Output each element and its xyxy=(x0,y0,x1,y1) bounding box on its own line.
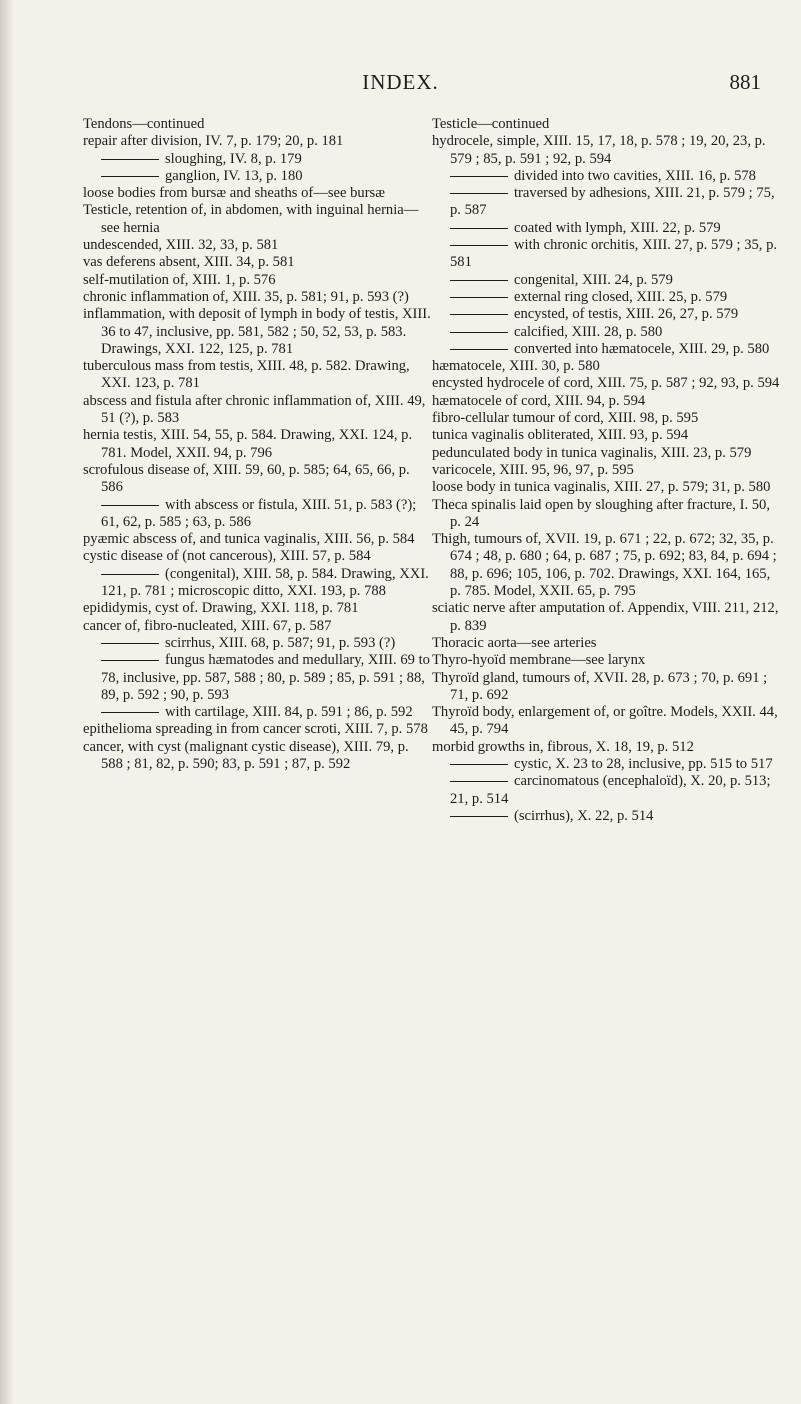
ditto-dash xyxy=(101,712,159,713)
entry-text: ganglion, IV. 13, p. 180 xyxy=(165,167,303,184)
ditto-dash xyxy=(450,280,508,281)
page-number: 881 xyxy=(729,70,761,94)
index-column-left xyxy=(83,116,433,773)
entry-text: calcified, XIII. 28, p. 580 xyxy=(514,323,663,340)
entry-text: pyæmic abscess of, and tunica vaginalis, XIII. 56, p. 584 xyxy=(83,531,415,548)
entry-text: encysted, of testis, XIII. 26, 27, p. 579 xyxy=(514,306,739,323)
index-entry xyxy=(83,202,433,237)
entry-text: fibro-cellular tumour of cord, XIII. 98, p. 595 xyxy=(432,410,699,427)
ditto-dash xyxy=(450,297,508,298)
ditto-dash xyxy=(450,228,508,229)
index-entry xyxy=(432,600,782,635)
entry-text: Thoracic aorta—see arteries xyxy=(432,634,597,651)
index-entry xyxy=(83,600,433,617)
entry-text: abscess and fistula after chronic inflammation of, XIII. 49, 51 (?), p. 583 xyxy=(83,392,426,427)
index-entry xyxy=(83,531,433,548)
index-subentry xyxy=(432,756,782,773)
running-title: INDEX. xyxy=(362,70,439,94)
index-entry xyxy=(83,721,433,738)
ditto-dash xyxy=(101,505,159,506)
index-entry xyxy=(432,635,782,652)
index-entry xyxy=(432,479,782,496)
index-entry xyxy=(83,618,433,635)
ditto-dash xyxy=(101,574,159,575)
index-entry xyxy=(432,133,782,168)
entry-text: with chronic orchitis, XIII. 27, p. 579 ; 35, p. 581 xyxy=(450,237,778,271)
ditto-dash xyxy=(450,816,508,817)
entry-text: self-mutilation of, XIII. 1, p. 576 xyxy=(83,271,276,288)
index-subentry xyxy=(83,497,433,532)
entry-text: Thyroïd body, enlargement of, or goître. Models, XXII. 44, 45, p. 794 xyxy=(432,704,778,738)
index-subentry xyxy=(432,168,782,185)
entry-text: Testicle—continued xyxy=(432,116,550,132)
entry-text: carcinomatous (encephaloïd), X. 20, p. 513; 21, p. 514 xyxy=(450,773,771,807)
ditto-dash xyxy=(101,176,159,177)
index-entry xyxy=(432,739,782,756)
index-entry xyxy=(432,445,782,462)
ditto-dash xyxy=(450,332,508,333)
ditto-dash xyxy=(450,349,508,350)
index-entry xyxy=(83,548,433,565)
entry-text: varicocele, XIII. 95, 96, 97, p. 595 xyxy=(432,461,634,478)
entry-text: fungus hæmatodes and medullary, XIII. 69 to 78, inclusive, pp. 587, 588 ; 80, p. 589 ; 85, p. 591 ; 88, 89, p. 592 ; 90, p. 593 xyxy=(101,652,430,703)
entry-text: scirrhus, XIII. 68, p. 587; 91, p. 593 (?) xyxy=(165,634,396,651)
entry-text: hæmatocele, XIII. 30, p. 580 xyxy=(432,358,600,375)
index-subentry xyxy=(83,704,433,721)
index-subentry xyxy=(432,808,782,825)
ditto-dash xyxy=(450,764,508,765)
index-entry xyxy=(432,116,782,133)
index-entry xyxy=(83,393,433,428)
entry-text: Thigh, tumours of, XVII. 19, p. 671 ; 22, p. 672; 32, 35, p. 674 ; 48, p. 680 ; 64, p. 687 ; 75, p. 692; 83, 84, p. 694 ; 88, p. 696; 105, 106, p. 702. Drawings, XXI. 164, 165, p. 785. Model, XXII. 65, p. 795 xyxy=(432,531,777,600)
ditto-dash xyxy=(450,176,508,177)
entry-text: traversed by adhesions, XIII. 21, p. 579 ; 75, p. 587 xyxy=(450,185,775,219)
index-entry xyxy=(83,272,433,289)
entry-text: divided into two cavities, XIII. 16, p. 578 xyxy=(514,167,756,184)
index-column-right xyxy=(432,116,782,825)
ditto-dash xyxy=(101,643,159,644)
entry-text: morbid growths in, fibrous, X. 18, 19, p. 512 xyxy=(432,738,694,755)
entry-text: vas deferens absent, XIII. 34, p. 581 xyxy=(83,254,295,271)
index-entry xyxy=(432,375,782,392)
page-header xyxy=(0,70,801,100)
index-subentry xyxy=(432,220,782,237)
index-subentry xyxy=(432,289,782,306)
index-subentry xyxy=(432,185,782,220)
ditto-dash xyxy=(450,245,508,246)
entry-text: external ring closed, XIII. 25, p. 579 xyxy=(514,288,728,305)
entry-text: (scirrhus), X. 22, p. 514 xyxy=(514,807,654,824)
index-entry xyxy=(83,306,433,358)
ditto-dash xyxy=(101,660,159,661)
entry-text: (congenital), XIII. 58, p. 584. Drawing, XXI. 121, p. 781 ; microscopic ditto, XXI. 193, p. 788 xyxy=(101,565,429,600)
index-entry xyxy=(83,739,433,774)
ditto-dash xyxy=(450,781,508,782)
index-entry xyxy=(83,358,433,393)
entry-text: converted into hæmatocele, XIII. 29, p. 580 xyxy=(514,340,770,357)
entry-text: encysted hydrocele of cord, XIII. 75, p. 587 ; 92, 93, p. 594 xyxy=(432,375,780,392)
index-entry xyxy=(83,427,433,462)
index-subentry xyxy=(83,151,433,168)
entry-text: with abscess or fistula, XIII. 51, p. 583 (?); 61, 62, p. 585 ; 63, p. 586 xyxy=(101,496,417,530)
index-entry xyxy=(432,427,782,444)
entry-text: loose bodies from bursæ and sheaths of—see bursæ xyxy=(83,185,385,202)
index-subentry xyxy=(432,324,782,341)
entry-text: inflammation, with deposit of lymph in body of testis, XIII. 36 to 47, inclusive, pp. 581, 582 ; 50, 52, 53, p. 583. Drawings, XXI. 122, 125, p. 781 xyxy=(83,306,431,357)
entry-text: sloughing, IV. 8, p. 179 xyxy=(165,150,302,167)
entry-text: coated with lymph, XIII. 22, p. 579 xyxy=(514,219,721,236)
entry-text: hydrocele, simple, XIII. 15, 17, 18, p. 578 ; 19, 20, 23, p. 579 ; 85, p. 591 ; 92, p. 594 xyxy=(432,133,766,167)
index-subentry xyxy=(432,272,782,289)
index-entry xyxy=(432,393,782,410)
entry-text: epididymis, cyst of. Drawing, XXI. 118, p. 781 xyxy=(83,600,359,617)
index-entry xyxy=(83,462,433,497)
book-spine-shadow xyxy=(0,0,14,1404)
entry-text: loose body in tunica vaginalis, XIII. 27, p. 579; 31, p. 580 xyxy=(432,479,771,496)
entry-text: epithelioma spreading in from cancer scroti, XIII. 7, p. 578 xyxy=(83,721,428,738)
entry-text: Testicle, retention of, in abdomen, with inguinal hernia—see hernia xyxy=(83,202,419,236)
index-entry xyxy=(432,704,782,739)
index-entry xyxy=(83,254,433,271)
entry-text: cancer, with cyst (malignant cystic disease), XIII. 79, p. 588 ; 81, 82, p. 590; 83, p. 591 ; 87, p. 592 xyxy=(83,738,409,772)
index-entry xyxy=(83,116,433,133)
entry-text: repair after division, IV. 7, p. 179; 20, p. 181 xyxy=(83,133,344,150)
index-subentry xyxy=(83,566,433,601)
entry-text: hernia testis, XIII. 54, 55, p. 584. Drawing, XXI. 124, p. 781. Model, XXII. 94, p. 796 xyxy=(83,427,413,461)
entry-text: sciatic nerve after amputation of. Appendix, VIII. 211, 212, p. 839 xyxy=(432,600,779,634)
entry-text: scrofulous disease of, XIII. 59, 60, p. 585; 64, 65, 66, p. 586 xyxy=(83,461,410,496)
entry-text: undescended, XIII. 32, 33, p. 581 xyxy=(83,237,279,254)
ditto-dash xyxy=(101,159,159,160)
index-entry xyxy=(432,497,782,532)
entry-text: with cartilage, XIII. 84, p. 591 ; 86, p. 592 xyxy=(165,704,413,721)
ditto-dash xyxy=(450,193,508,194)
entry-text: Thyroïd gland, tumours of, XVII. 28, p. 673 ; 70, p. 691 ; 71, p. 692 xyxy=(432,669,768,703)
index-entry xyxy=(432,531,782,600)
index-entry xyxy=(432,462,782,479)
index-entry xyxy=(432,652,782,669)
index-subentry xyxy=(83,635,433,652)
entry-text: Tendons—continued xyxy=(83,116,205,132)
entry-text: Thyro-hyoïd membrane—see larynx xyxy=(432,652,646,669)
index-entry xyxy=(83,237,433,254)
entry-text: cystic disease of (not cancerous), XIII. 57, p. 584 xyxy=(83,548,371,565)
index-subentry xyxy=(432,306,782,323)
index-subentry xyxy=(83,168,433,185)
entry-text: chronic inflammation of, XIII. 35, p. 581; 91, p. 593 (?) xyxy=(83,288,409,305)
index-subentry xyxy=(432,773,782,808)
entry-text: congenital, XIII. 24, p. 579 xyxy=(514,271,673,288)
entry-text: Theca spinalis laid open by sloughing after fracture, I. 50, p. 24 xyxy=(432,496,770,530)
index-entry xyxy=(432,358,782,375)
index-entry xyxy=(83,185,433,202)
entry-text: tuberculous mass from testis, XIII. 48, p. 582. Drawing, XXI. 123, p. 781 xyxy=(83,358,410,392)
ditto-dash xyxy=(450,314,508,315)
entry-text: cancer of, fibro-nucleated, XIII. 67, p. 587 xyxy=(83,617,332,634)
index-subentry xyxy=(432,341,782,358)
index-subentry xyxy=(83,652,433,704)
index-entry xyxy=(432,410,782,427)
entry-text: pedunculated body in tunica vaginalis, XIII. 23, p. 579 xyxy=(432,444,752,461)
index-entry xyxy=(83,289,433,306)
entry-text: hæmatocele of cord, XIII. 94, p. 594 xyxy=(432,392,646,409)
entry-text: tunica vaginalis obliterated, XIII. 93, p. 594 xyxy=(432,427,689,444)
entry-text: cystic, X. 23 to 28, inclusive, pp. 515 to 517 xyxy=(514,755,773,772)
index-subentry xyxy=(432,237,782,272)
index-entry xyxy=(83,133,433,150)
index-entry xyxy=(432,670,782,705)
